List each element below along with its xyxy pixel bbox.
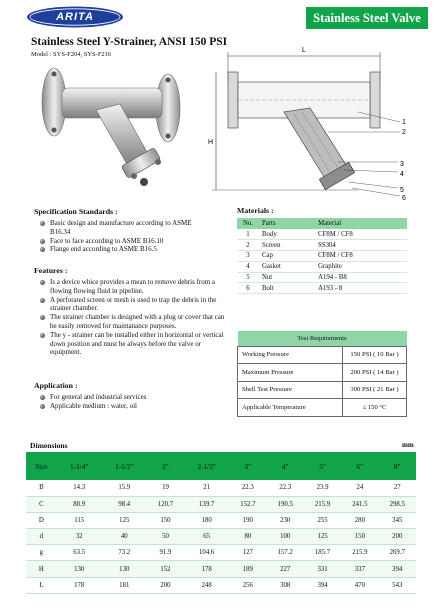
cell: 130 <box>57 561 102 577</box>
cell: 4 <box>237 261 259 272</box>
cell: 100 <box>267 529 304 545</box>
column-header: 2-1/2″ <box>184 452 229 480</box>
row-label: B <box>26 480 57 496</box>
cell: 125 <box>102 512 147 528</box>
cell: 337 <box>341 561 378 577</box>
column-header: 2″ <box>147 452 184 480</box>
table-row <box>26 577 416 593</box>
cell: 157.2 <box>267 545 304 561</box>
arita-logo <box>26 6 124 28</box>
column-header: 3″ <box>229 452 266 480</box>
cell: 543 <box>379 577 416 593</box>
cell: 3 <box>237 251 259 262</box>
cell: 125 <box>304 529 341 545</box>
cell: 200 <box>147 577 184 593</box>
cell: 6 <box>237 283 259 294</box>
cell: 181 <box>102 577 147 593</box>
list-item: Basic design and manufacture according to ASME B16.34 <box>40 219 200 237</box>
table-row <box>26 480 416 496</box>
cell: 345 <box>379 512 416 528</box>
list-item: A perforated screen or mesh is used to trap the debris in the strainer chamber. <box>40 296 230 314</box>
cell: 189 <box>229 561 266 577</box>
cell: 127 <box>229 545 266 561</box>
cell: 21 <box>184 480 229 496</box>
length-label: L <box>302 47 306 54</box>
table-row <box>26 496 416 512</box>
cell: 331 <box>304 561 341 577</box>
cell: Working Pressure <box>238 346 343 364</box>
table-row <box>237 272 407 283</box>
table-row <box>237 251 407 262</box>
cell: ≤ 150 °C <box>343 399 407 417</box>
height-label: H <box>208 139 214 146</box>
cell: 115 <box>57 512 102 528</box>
cell: 394 <box>304 577 341 593</box>
cell: CF8M / CF8 <box>315 229 407 240</box>
cell: SS304 <box>315 240 407 251</box>
column-header: 8″ <box>379 452 416 480</box>
list-item: The y - strainer can be installed either in horizontal or vertical down position and must be always before the valve or equipment. <box>40 331 230 357</box>
cell: 130 <box>102 561 147 577</box>
test-heading: Test Requirements <box>238 331 407 346</box>
cell: 104.6 <box>184 545 229 561</box>
dimensions-heading: Dimensions <box>30 441 68 450</box>
cell: 308 <box>267 577 304 593</box>
cell: 178 <box>57 577 102 593</box>
table-row <box>26 512 416 528</box>
list-item: For general and industrial services <box>40 393 230 402</box>
cell: Cap <box>259 251 315 262</box>
column-header: Material <box>315 218 407 229</box>
cell: 32 <box>57 529 102 545</box>
application-list <box>40 393 230 411</box>
cell: 215.9 <box>341 545 378 561</box>
cell: 150 PSI ( 10 Bar ) <box>343 346 407 364</box>
table-header-row <box>26 452 416 480</box>
cell: Maximum Pressure <box>238 364 343 382</box>
cell: 65 <box>184 529 229 545</box>
product-photo <box>36 58 186 198</box>
cell: 24 <box>341 480 378 496</box>
cell: 248 <box>184 577 229 593</box>
list-item: Flange end according to ASME B16.5 <box>40 245 200 254</box>
cell: 19 <box>147 480 184 496</box>
cell: Bolt <box>259 283 315 294</box>
table-row <box>237 240 407 251</box>
row-label: D <box>26 512 57 528</box>
list-item: Face to face according to ASME B16.10 <box>40 237 200 246</box>
cell: 269.7 <box>379 545 416 561</box>
list-item: Applicable medium : water, oil <box>40 402 230 411</box>
page-title: Stainless Steel Y-Strainer, ANSI 150 PSI <box>31 36 228 48</box>
cell: 241.5 <box>341 496 378 512</box>
cell: 23.9 <box>304 480 341 496</box>
cell: 22.3 <box>267 480 304 496</box>
materials-table <box>237 218 407 294</box>
column-header: No. <box>237 218 259 229</box>
technical-drawing <box>208 42 418 212</box>
cell: 200 <box>379 529 416 545</box>
callout-5: 5 <box>400 187 404 194</box>
list-item: The strainer chamber is designed with a plug or cover that can be easily removed for maintanance purposes. <box>40 313 230 331</box>
column-header: Parts <box>259 218 315 229</box>
test-requirements-table <box>237 331 407 417</box>
table-row <box>238 346 407 364</box>
cell: Shell Test Pressure <box>238 381 343 399</box>
cell: 152.7 <box>229 496 266 512</box>
cell: 15.9 <box>102 480 147 496</box>
cell: 150 <box>147 512 184 528</box>
cell: 120.7 <box>147 496 184 512</box>
cell: Applicable Temperature <box>238 399 343 417</box>
cell: Body <box>259 229 315 240</box>
cell: 394 <box>379 561 416 577</box>
table-row <box>26 561 416 577</box>
table-row <box>238 381 407 399</box>
callout-2: 2 <box>402 129 406 136</box>
cell: 215.9 <box>304 496 341 512</box>
cell: 98.4 <box>102 496 147 512</box>
column-header: 6″ <box>341 452 378 480</box>
cell: 256 <box>229 577 266 593</box>
callout-1: 1 <box>402 119 406 126</box>
cell: Graphite <box>315 261 407 272</box>
dimensions-body <box>26 480 416 593</box>
dimensions-table <box>26 452 416 594</box>
callout-3: 3 <box>400 161 404 168</box>
cell: 255 <box>304 512 341 528</box>
callout-6: 6 <box>402 195 406 202</box>
cell: 230 <box>267 512 304 528</box>
cell: 227 <box>267 561 304 577</box>
cell: A194 - B8 <box>315 272 407 283</box>
row-label: C <box>26 496 57 512</box>
cell: 152 <box>147 561 184 577</box>
cell: 14.3 <box>57 480 102 496</box>
column-header: 1-1/4″ <box>57 452 102 480</box>
cell: 1 <box>237 229 259 240</box>
column-header: Size <box>26 452 57 480</box>
column-header: 4″ <box>267 452 304 480</box>
spec-list <box>40 219 200 254</box>
table-row <box>26 545 416 561</box>
cell: 190.5 <box>267 496 304 512</box>
cell: CF8M / CF8 <box>315 251 407 262</box>
cell: 27 <box>379 480 416 496</box>
cell: 80 <box>229 529 266 545</box>
cell: 88.9 <box>57 496 102 512</box>
features-heading: Features : <box>34 266 68 275</box>
table-row <box>238 399 407 417</box>
row-label: L <box>26 577 57 593</box>
cell: 91.9 <box>147 545 184 561</box>
cell: 280 <box>341 512 378 528</box>
cell: 470 <box>341 577 378 593</box>
table-row <box>238 364 407 382</box>
cell: 139.7 <box>184 496 229 512</box>
cell: 298.5 <box>379 496 416 512</box>
cell: Gasket <box>259 261 315 272</box>
row-label: d <box>26 529 57 545</box>
callout-4: 4 <box>400 171 404 178</box>
dimensions-unit: mm <box>402 441 414 449</box>
cell: 300 PSI ( 21 Bar ) <box>343 381 407 399</box>
cell: 40 <box>102 529 147 545</box>
table-row <box>26 529 416 545</box>
cell: Screen <box>259 240 315 251</box>
category-banner: Stainless Steel Valve <box>306 7 428 29</box>
application-heading: Application : <box>34 381 78 390</box>
cell: Nut <box>259 272 315 283</box>
column-header: 5″ <box>304 452 341 480</box>
cell: 5 <box>237 272 259 283</box>
cell: 73.2 <box>102 545 147 561</box>
row-label: H <box>26 561 57 577</box>
cell: 200 PSI ( 14 Bar ) <box>343 364 407 382</box>
cell: 2 <box>237 240 259 251</box>
table-row <box>237 229 407 240</box>
list-item: Is a device whice provides a mean to remove debris from a flowing flowing fluid in pipeline. <box>40 278 230 296</box>
cell: 178 <box>184 561 229 577</box>
column-header: 1-1/2″ <box>102 452 147 480</box>
spec-heading: Specification Standards : <box>34 207 118 216</box>
table-row <box>237 261 407 272</box>
features-list <box>40 278 230 357</box>
model-numbers: Model : SYS-F204, SYS-F216 <box>31 51 112 58</box>
table-header-row <box>237 218 407 229</box>
materials-heading: Materials : <box>237 206 274 215</box>
cell: 180 <box>184 512 229 528</box>
cell: 185.7 <box>304 545 341 561</box>
cell: 63.5 <box>57 545 102 561</box>
cell: 190 <box>229 512 266 528</box>
logo-text: ARITA <box>56 11 94 23</box>
row-label: g <box>26 545 57 561</box>
cell: 22.3 <box>229 480 266 496</box>
table-row <box>237 283 407 294</box>
cell: A193 - 8 <box>315 283 407 294</box>
cell: 50 <box>147 529 184 545</box>
cell: 150 <box>341 529 378 545</box>
